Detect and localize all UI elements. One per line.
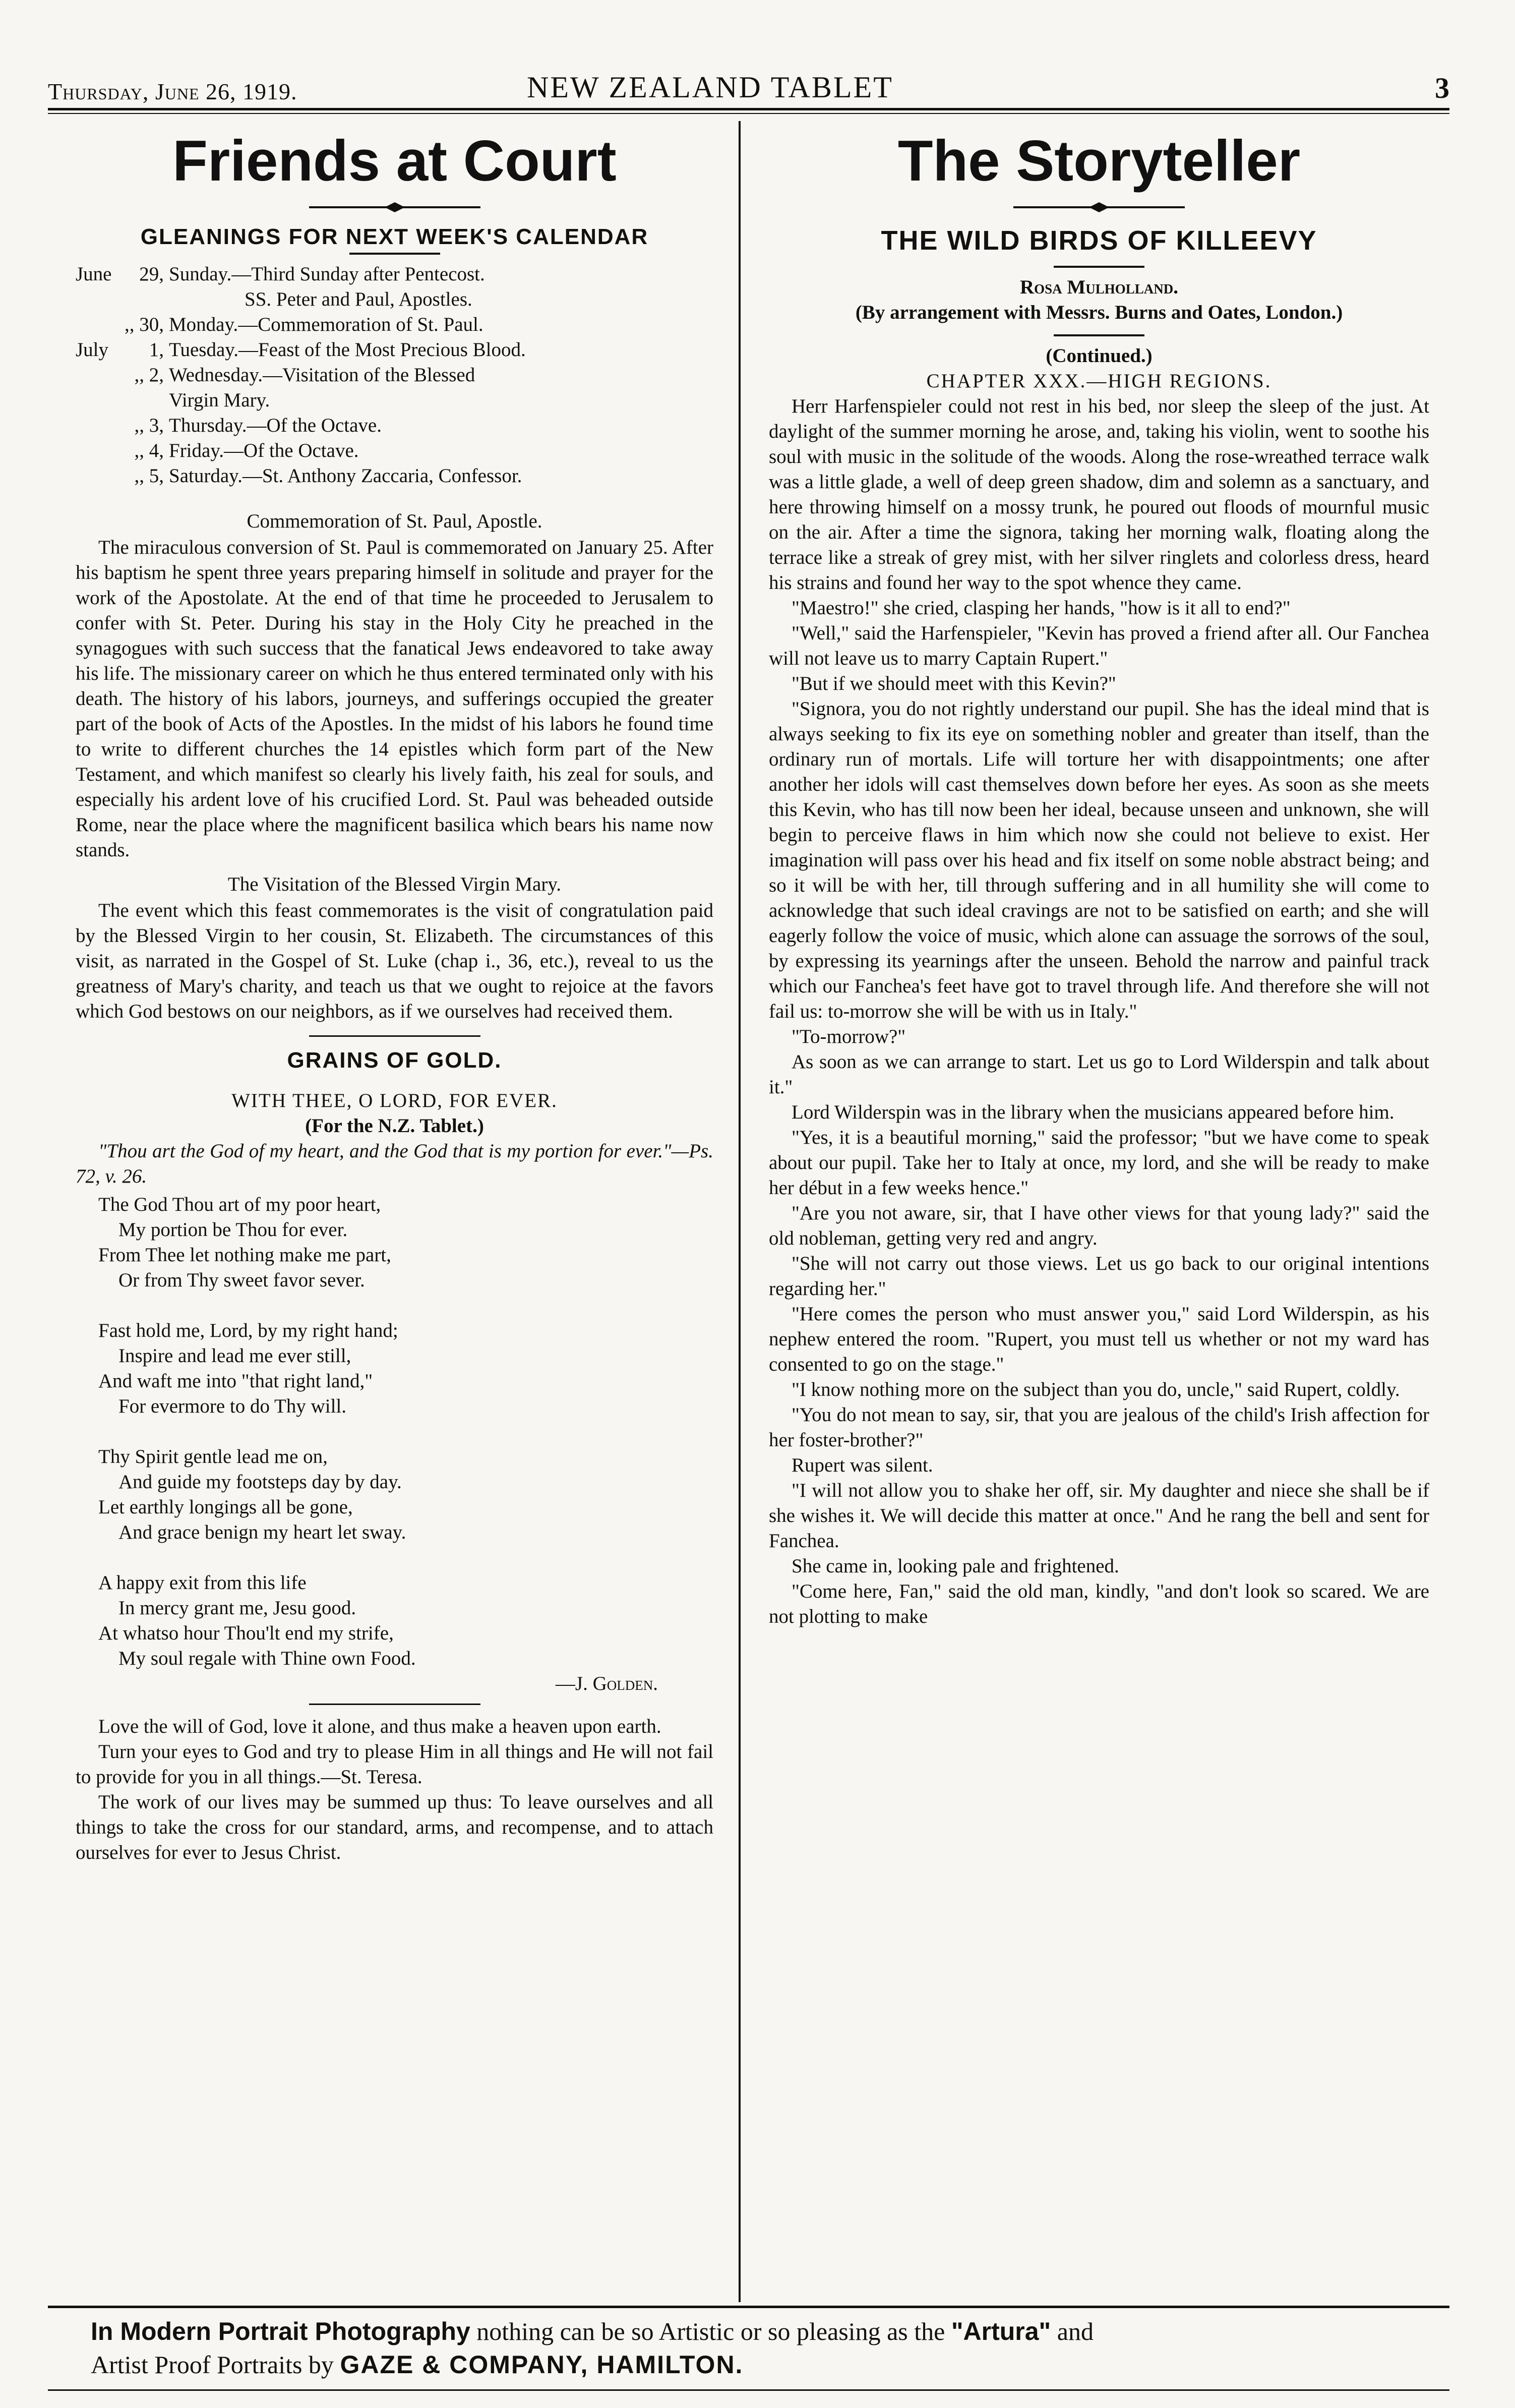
section-separator <box>309 1035 480 1037</box>
story-paragraph: Rupert was silent. <box>792 1454 933 1476</box>
poem-stanza: A happy exit from this life In mercy grant me, Jesu good. At whatso hour Thou'lt end my strife, My soul regale with Thine own Food. <box>98 1572 416 1669</box>
poem-author: —J. Golden. <box>555 1673 658 1694</box>
poem-dedication: (For the N.Z. Tablet.) <box>305 1115 484 1137</box>
calendar-entry: ,, 3, Thursday.—Of the Octave. <box>134 415 382 436</box>
story-paragraph: "But if we should meet with this Kevin?" <box>792 673 1116 694</box>
section-separator <box>309 1704 480 1705</box>
calendar-entry: ,, 30, Monday.—Commemoration of St. Paul. <box>125 314 483 335</box>
calendar-entry: July 1, Tuesday.—Feast of the Most Precious Blood. <box>76 339 526 361</box>
maxim: Turn your eyes to God and try to please Him in all things and He will not fail to provide for you in all things.—St. Teresa. <box>76 1741 713 1788</box>
story-paragraph: Lord Wilderspin was in the library when the musicians appeared before him. <box>792 1101 1395 1123</box>
commemoration-heading: Commemoration of St. Paul, Apostle. <box>247 510 542 532</box>
story-paragraph: She came in, looking pale and frightened. <box>792 1555 1119 1577</box>
maxim: The work of our lives may be summed up thus: To leave ourselves and all things to take the cross for our standard, arms, and recompense, and to attach ourselves for ever to Jesus Christ. <box>76 1791 713 1863</box>
continued-label: (Continued.) <box>1046 345 1153 367</box>
story-paragraph: Herr Harfenspieler could not rest in his bed, nor sleep the sleep of the just. At daylight of the summer morning he arose, and, taking his violin, went to soothe his soul with music in the solitude of the woods. Along the rose-wreathed terrace walk was a little glade, a well of deep green shadow, dim and solemn as a sanctuary, and here throwing himself on a mossy trunk, he poured out floods of mournful music on the air. After a time the signora, taking her morning walk, floating along the terrace like a streak of grey mist, with her silver ringlets and colorless dress, heard his strains and found her way to the spot whence they came. <box>769 395 1429 594</box>
calendar-entry: ,, 5, Saturday.—St. Anthony Zaccaria, Confessor. <box>134 465 522 487</box>
header-rule <box>48 108 1449 110</box>
footer-rule-thin <box>48 2389 1449 2391</box>
visitation-text: The event which this feast commemorates is the visit of congratulation paid by the Blessed Virgin to her cousin, St. Elizabeth. The circumstances of this visit, as narrated in the Gospel of St. Luke (chap i., 36, etc.), reveal to us the greatness of Mary's charity, and teach us that we ought to rejoice at the favors which God bestows on our neighbors, as if we ourselves had received them. <box>76 900 713 1022</box>
section-title-storyteller: The Storyteller <box>897 129 1301 193</box>
poem-title: WITH THEE, O LORD, FOR EVER. <box>231 1090 558 1111</box>
story-paragraph: "Here comes the person who must answer you," said Lord Wilderspin, as his nephew entered the room. "Rupert, you must tell us whether or not my ward has consented to go on the stage." <box>769 1303 1429 1375</box>
ad-line-2: Artist Proof Portraits by GAZE & COMPANY, HAMILTON. <box>91 2351 744 2379</box>
advertisement <box>91 2315 1452 2381</box>
story-paragraph: "I know nothing more on the subject than you do, uncle," said Rupert, coldly. <box>792 1379 1400 1400</box>
story-paragraph: "Are you not aware, sir, that I have other views for that young lady?" said the old nobleman, getting very red and angry. <box>769 1202 1429 1249</box>
issue-date: Thursday, June 26, 1919. <box>48 79 297 104</box>
footer-rule <box>48 2306 1449 2308</box>
poem <box>76 1192 713 1696</box>
ornament-divider <box>309 201 480 213</box>
story-body <box>769 394 1429 1629</box>
poem-stanza: The God Thou art of my poor heart, My portion be Thou for ever. From Thee let nothing make me part, Or from Thy sweet favor sever. <box>98 1194 391 1291</box>
story-paragraph: "Come here, Fan," said the old man, kindly, "and don't look so scared. We are not plotting to make <box>769 1580 1429 1627</box>
calendar-entry-continued: Virgin Mary. <box>169 389 270 411</box>
story-paragraph: "You do not mean to say, sir, that you are jealous of the child's Irish affection for her foster-brother?" <box>769 1404 1429 1451</box>
story-paragraph: "She will not carry out those views. Let us go back to our original intentions regarding her." <box>769 1253 1429 1300</box>
right-column <box>769 124 1429 1629</box>
story-author: Rosa Mulholland. <box>1019 276 1178 298</box>
chapter-heading: CHAPTER XXX.—HIGH REGIONS. <box>926 370 1272 392</box>
visitation-heading: The Visitation of the Blessed Virgin Mary. <box>227 873 562 895</box>
story-title: THE WILD BIRDS OF KILLEEVY <box>881 225 1317 256</box>
section-title-friends-at-court: Friends at Court <box>172 129 617 193</box>
commemoration-text: The miraculous conversion of St. Paul is commemorated on January 25. After his baptism he spent three years preparing himself in solitude and prayer for the work of the Apostolate. At the end of that time he proceeded to Jerusalem to confer with St. Peter. During his stay in the Holy City he preached in the synagogues with such success that the fanatical Jews endeavored to take away his life. The missionary career on which he thus entered terminated only with his death. The history of his labors, journeys, and sufferings occupied the greater part of the book of Acts of the Apostles. In the midst of his labors he found time to write to different churches the 14 epistles which form part of the New Testament, and which manifest so clearly his lively faith, his zeal for souls, and especially his ardent love of his crucified Lord. St. Paul was beheaded outside Rome, near the place where the magnificent basilica which bears his name now stands. <box>76 537 713 861</box>
story-paragraph: "Maestro!" she cried, clasping her hands, "how is it all to end?" <box>792 597 1291 619</box>
calendar-entry: ,, 4, Friday.—Of the Octave. <box>134 440 359 461</box>
story-paragraph: "Well," said the Harfenspieler, "Kevin has proved a friend after all. Our Fanchea will not leave us to marry Captain Rupert." <box>769 622 1429 669</box>
ad-line-1: In Modern Portrait Photography nothing can be so Artistic or so pleasing as the "Artura" and <box>91 2317 1094 2345</box>
calendar-entry: ,, 2, Wednesday.—Visitation of the Blessed <box>134 364 475 386</box>
calendar-entry: June 29, Sunday.—Third Sunday after Pentecost. <box>76 263 485 285</box>
calendar-list <box>76 262 713 489</box>
poem-epigraph: "Thou art the God of my heart, and the God that is my portion for ever."—Ps. 72, v. 26. <box>76 1140 713 1187</box>
column-divider <box>739 121 741 2302</box>
ornament-divider <box>1013 201 1185 213</box>
maxim: Love the will of God, love it alone, and thus make a heaven upon earth. <box>98 1716 661 1737</box>
story-paragraph: As soon as we can arrange to start. Let us go to Lord Wilderspin and talk about it." <box>769 1051 1429 1098</box>
publication-title: NEW ZEALAND TABLET <box>527 71 893 104</box>
story-paragraph: "Signora, you do not rightly understand our pupil. She has the ideal mind that is always seeking to fix its eye on something nobler and greater than itself, than the ordinary run of mortals. Life will torture her with disappointments; one after another her idols will cast themselves down before her eyes. As soon as she meets this Kevin, who has till now been her ideal, because unseen and unknown, she will begin to perceive flaws in him which now she could not believe to exist. Her imagination will pass over his head and fix itself on some noble abstract being; and so it will be with her, till through suffering and in all humility she will come to acknowledge that such ideal cravings are not to be satisfied on earth; and she will eagerly follow the voice of music, which alone can assuage the sorrows of the soul, by expressing its yearnings after the unseen. Behold the narrow and painful track which our Fanchea's feet have got to travel through life. And therefore she will not fail us: to-morrow she will be with us in Italy." <box>769 698 1429 1022</box>
heading-rule <box>1054 334 1144 336</box>
arrangement-note: (By arrangement with Messrs. Burns and Oates, London.) <box>855 302 1343 323</box>
poem-stanza: Fast hold me, Lord, by my right hand; Inspire and lead me ever still, And waft me into "that right land," For evermore to do Thy will. <box>98 1320 398 1417</box>
left-column <box>76 124 713 1865</box>
grains-heading: GRAINS OF GOLD. <box>287 1048 502 1073</box>
story-paragraph: "I will not allow you to shake her off, sir. My daughter and niece she shall be if she wishes it. We will decide this matter at once." And he rang the bell and sent for Fanchea. <box>769 1480 1429 1552</box>
story-paragraph: "To-morrow?" <box>792 1026 906 1047</box>
page-number: 3 <box>1435 72 1449 104</box>
calendar-heading: GLEANINGS FOR NEXT WEEK'S CALENDAR <box>140 224 649 249</box>
calendar-entry-continued: SS. Peter and Paul, Apostles. <box>245 288 472 310</box>
heading-rule <box>349 253 440 255</box>
story-paragraph: "Yes, it is a beautiful morning," said the professor; "but we have come to speak about our pupil. Take her to Italy at once, my lord, and she will be ready to make her début in a few weeks hence." <box>769 1127 1429 1199</box>
page-header <box>48 54 1449 105</box>
poem-stanza: Thy Spirit gentle lead me on, And guide my footsteps day by day. Let earthly longings all be gone, And grace benign my heart let sway. <box>98 1446 406 1543</box>
header-rule-thin <box>48 113 1449 114</box>
heading-rule <box>1054 266 1144 268</box>
